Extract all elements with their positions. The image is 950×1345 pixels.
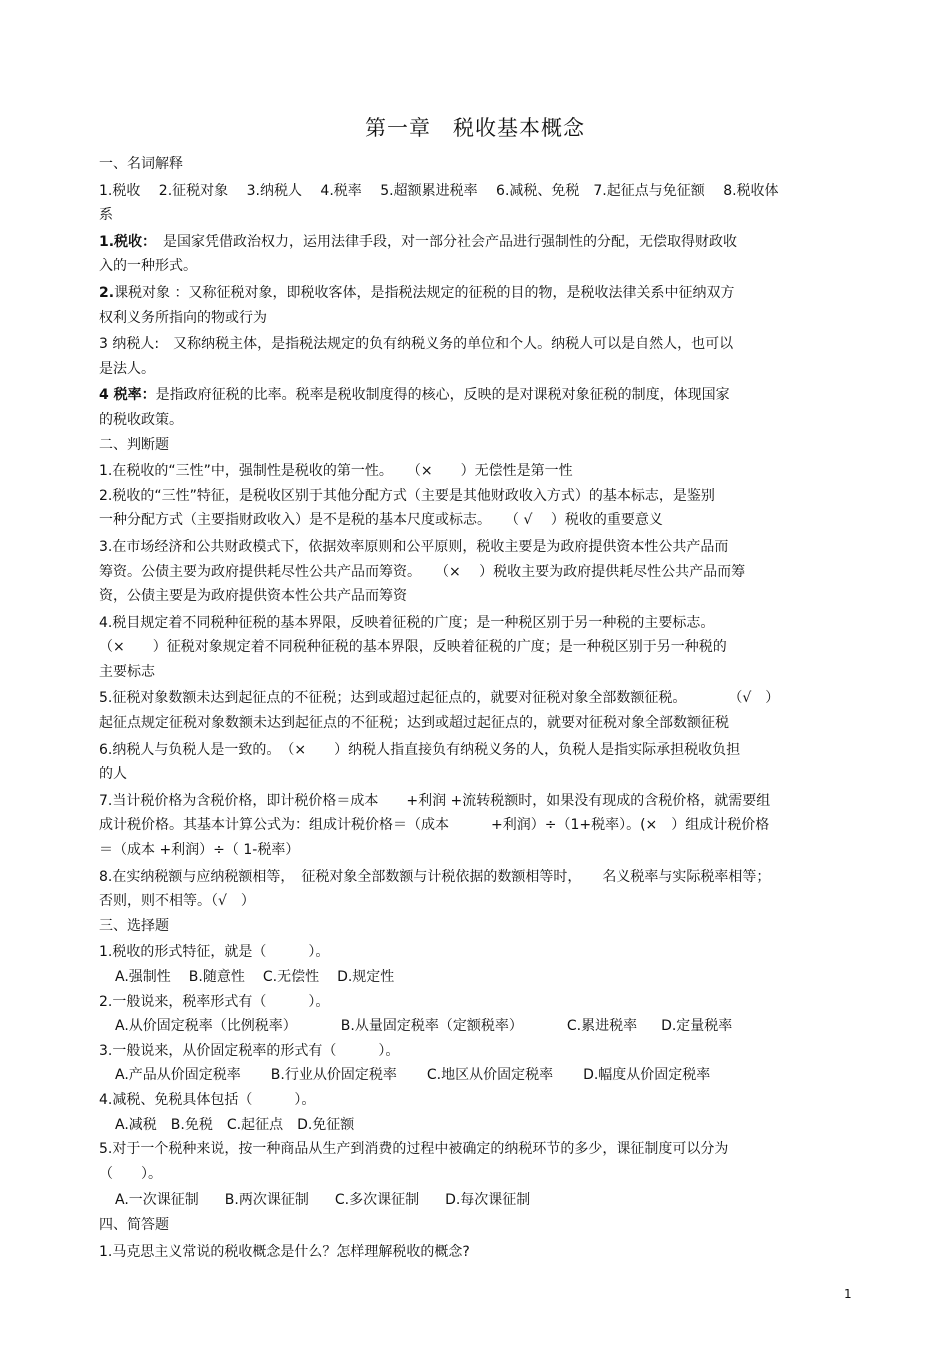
judgement-2-line-1: 2.税收的“三性”特征，是税收区别于其他分配方式（主要是其他财政收入方式）的基本标志，是鉴别 (99, 487, 715, 504)
option-2d: D.定量税率 (661, 1018, 733, 1035)
option-3a: A.产品从价固定税率 (115, 1067, 241, 1084)
definition-tax-label: 1.税收： (99, 233, 150, 250)
terms-list-line-1: 1.税收 2.征税对象 3.纳税人 4.税率 5.超额累进税率 6.减税、免税 7.起征点与免征额 8.税收体 (99, 182, 779, 199)
choice-options-1 (99, 965, 859, 990)
choice-question-4: 4.减税、免税具体包括（ ）。 (99, 1091, 316, 1108)
option-2a: A.从价固定税率（比例税率） (115, 1018, 297, 1035)
judgement-4-line-1: 4.税目规定着不同税种征税的基本界限，反映着征税的广度；是一种税区别于另一种税的主要标志。 (99, 614, 715, 631)
judgement-5-line-2: 起征点规定征税对象数额未达到起征点的不征税；达到或超过起征点的，就要对征税对象全部数额征税 (99, 715, 729, 732)
judgement-7-line-1: 7.当计税价格为含税价格，即计税价格＝成本 +利润 +流转税额时，如果没有现成的含税价格，就需要组 (99, 792, 771, 809)
judgement-3-line-2: 筹资。公债主要为政府提供耗尽性公共产品而筹资。 （× ）税收主要为政府提供耗尽性公共产品而筹 (99, 563, 746, 580)
definition-taxpayer-line-1: 3 纳税人: 又称纳税主体，是指税法规定的负有纳税义务的单位和个人。纳税人可以是自然人，也可以 (99, 336, 734, 353)
definition-tax-text: 是国家凭借政治权力，运用法律手段，对一部分社会产品进行强制性的分配，无偿取得财政收 (149, 233, 738, 250)
definition-object-line-1 (99, 281, 859, 306)
page-number: 1 (844, 1287, 852, 1301)
judgement-5-line-1: 5.征税对象数额未达到起征点的不征税；达到或超过起征点的，就要对征税对象全部数额征税。 （√ ） (99, 690, 780, 707)
option-5d: D.每次课征制 (445, 1192, 531, 1209)
option-3c: C.地区从价固定税率 (426, 1067, 554, 1084)
choice-question-5-line-2: （ ）。 (99, 1165, 162, 1182)
choice-options-4 (99, 1113, 859, 1138)
judgement-7-line-2: 成计税价格。其基本计算公式为：组成计税价格＝（成本 +利润）÷（1+税率）。(× ）组成计税价格 (99, 817, 770, 834)
section-heading-short-answer: 四、简答题 (99, 1216, 169, 1233)
terms-list-line-2: 系 (99, 207, 113, 224)
judgement-4-line-2: （× ）征税对象规定着不同税种征税的基本界限，反映着征税的广度；是一种税区别于另一种税的 (99, 639, 727, 656)
section-heading-judgement: 二、判断题 (99, 436, 169, 453)
definition-taxpayer-line-2: 是法人。 (99, 360, 155, 377)
section-heading-choice: 三、选择题 (99, 917, 169, 934)
definition-object-label: 2. (99, 284, 115, 301)
option-4a: A.减税 (115, 1116, 157, 1133)
option-1d: D.规定性 (337, 969, 395, 985)
option-4c: C.起征点 (226, 1116, 284, 1133)
option-4d: D.免征额 (297, 1116, 355, 1133)
choice-question-1: 1.税收的形式特征，就是（ ）。 (99, 944, 330, 961)
definition-rate-label: 4 税率： (99, 387, 156, 404)
choice-options-3 (99, 1063, 859, 1088)
judgement-2-line-2: 一种分配方式（主要指财政收入）是不是税的基本尺度或标志。 （ √ ）税收的重要意义 (99, 512, 663, 529)
option-4b: B.免税 (170, 1116, 213, 1133)
judgement-6-line-2: 的人 (99, 766, 127, 783)
choice-question-5-line-1: 5.对于一个税种来说，按一种商品从生产到消费的过程中被确定的纳税环节的多少，课征制度可以分为 (99, 1141, 729, 1158)
document-body (99, 152, 859, 1264)
definition-rate-text: 是指政府征税的比率。税率是税收制度得的核心，反映的是对课税对象征税的制度，体现国家 (155, 387, 730, 404)
option-1b: B.随意性 (188, 969, 245, 985)
option-3b: B.行业从价固定税率 (270, 1067, 397, 1084)
option-1a: A.强制性 (115, 969, 171, 985)
definition-rate-line-2: 的税收政策。 (99, 411, 183, 428)
judgement-7-line-3: ＝（成本 +利润）÷（ 1-税率） (99, 842, 300, 859)
short-answer-question-1: 1.马克思主义常说的税收概念是什么？怎样理解税收的概念? (99, 1243, 470, 1260)
option-1c: C.无偿性 (262, 969, 320, 985)
judgement-1: 1.在税收的“三性”中，强制性是税收的第一性。 （× ）无偿性是第一性 (99, 463, 573, 480)
definition-object-line-2: 权利义务所指向的物或行为 (99, 309, 267, 326)
choice-options-5 (99, 1188, 859, 1213)
definition-tax-line-1 (99, 230, 859, 255)
judgement-6-line-1: 6.纳税人与负税人是一致的。 （× ）纳税人指直接负有纳税义务的人，负税人是指实际承担税收负担 (99, 741, 741, 758)
judgement-4-line-3: 主要标志 (99, 663, 155, 680)
chapter-title: 第一章 税收基本概念 (365, 116, 585, 140)
option-3d: D.幅度从价固定税率 (583, 1067, 711, 1084)
judgement-3-line-1: 3.在市场经济和公共财政模式下，依据效率原则和公平原则，税收主要是为政府提供资本性公共产品而 (99, 538, 729, 555)
option-2b: B.从量固定税率（定额税率） (340, 1018, 523, 1035)
judgement-8-line-2: 否则，则不相等。（√ ） (99, 893, 255, 910)
option-5b: B.两次课征制 (224, 1192, 309, 1209)
choice-question-3: 3.一般说来，从价固定税率的形式有（ ）。 (99, 1042, 400, 1059)
choice-options-2 (99, 1014, 859, 1039)
definition-tax-line-2: 入的一种形式。 (99, 258, 197, 275)
definition-rate-line-1 (99, 383, 859, 408)
option-5c: C.多次课征制 (334, 1192, 420, 1209)
option-5a: A.一次课征制 (115, 1192, 199, 1209)
definition-object-text: 课税对象 ：又称征税对象，即税收客体，是指税法规定的征税的目的物，是税收法律关系中征纳双方 (114, 284, 735, 301)
option-2c: C.累进税率 (566, 1018, 638, 1035)
judgement-8-line-1: 8.在实纳税额与应纳税额相等， 征税对象全部数额与计税依据的数额相等时， 名义税率与实际税率相等； (99, 868, 771, 885)
judgement-3-line-3: 资，公债主要是为政府提供资本性公共产品而筹资 (99, 588, 407, 605)
section-heading-terms: 一、名词解释 (99, 156, 183, 172)
choice-question-2: 2.一般说来，税率形式有（ ）。 (99, 993, 330, 1010)
